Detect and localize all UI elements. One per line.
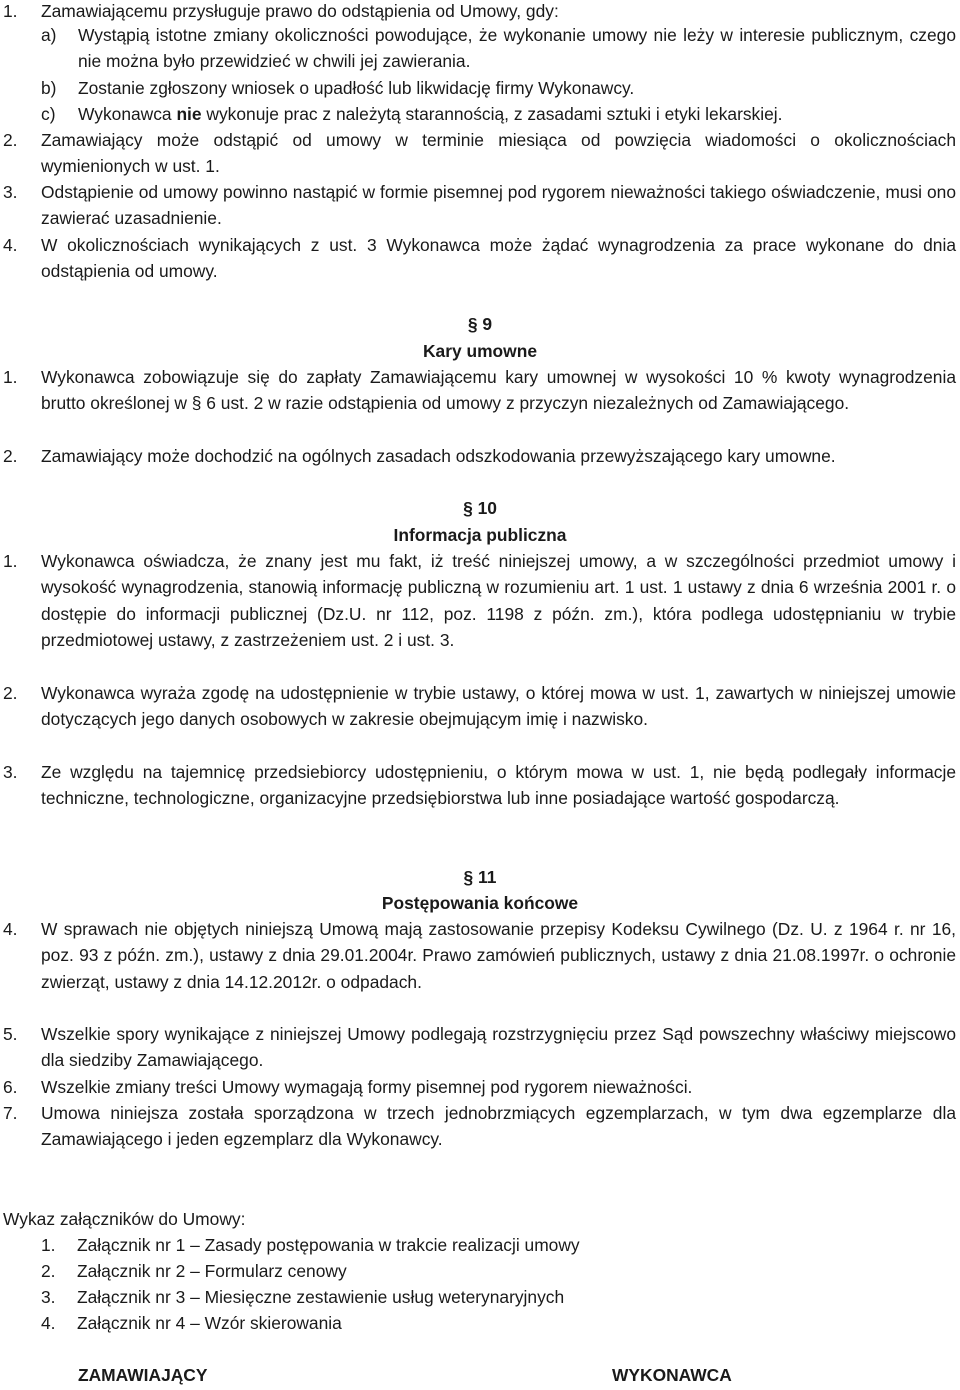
attachment-number: 1. <box>41 1235 56 1255</box>
subitem-text-start: Wykonawca <box>78 104 172 124</box>
item-number: 4. <box>3 235 18 255</box>
section-title: Informacja publiczna <box>393 525 567 545</box>
attachments-heading: Wykaz załączników do Umowy: <box>3 1209 246 1229</box>
attachment-text: Załącznik nr 3 – Miesięczne zestawienie usług weterynaryjnych <box>77 1287 565 1307</box>
item-number: 1. <box>3 551 18 571</box>
item-text: Zamawiający może dochodzić na ogólnych zasadach odszkodowania przewyższającego kary umowne. <box>41 446 836 466</box>
section-heading: § 11 <box>463 867 497 887</box>
item-number: 5. <box>3 1024 18 1044</box>
item-text: Zamawiający może odstąpić od umowy w terminie miesiąca od powzięcia wiadomości o okolicznościach wymienionych w ust. 1. <box>41 130 956 177</box>
attachment-item <box>41 1284 564 1310</box>
item-number: 3. <box>3 182 18 202</box>
paragraph-item <box>3 232 956 285</box>
subitem-text: Zostanie zgłoszony wniosek o upadłość lub likwidację firmy Wykonawcy. <box>78 78 635 98</box>
attachment-text: Załącznik nr 4 – Wzór skierowania <box>77 1313 342 1333</box>
attachment-item <box>41 1232 580 1258</box>
attachment-item <box>41 1258 347 1284</box>
item-number: 2. <box>3 130 18 150</box>
item-text: Wykonawca oświadcza, że znany jest mu fakt, iż treść niniejszej umowy, a w szczególności przedmiot umowy i wysokość wynagrodzenia, stanowią informację publiczną w rozumieniu art. 1 ust. 1 ustawy z dnia 6 września 2001 r. o dostępie do informacji publicznej (Dz.U. nr 112, poz. 1198 z późn. zm.), która podlega udostępnianiu w trybie przedmiotowej ustawy, z zastrzeżeniem ust. 2 i ust. 3. <box>41 551 956 650</box>
paragraph-item <box>3 1074 956 1100</box>
item-text: Umowa niniejsza została sporządzona w trzech jednobrzmiących egzemplarzach, w tym dwa egzemplarze dla Zamawiającego i jeden egzemplarz dla Wykonawcy. <box>41 1103 956 1150</box>
subitem <box>41 75 956 101</box>
item-text: Wykonawca wyraża zgodę na udostępnienie w trybie ustawy, o której mowa w ust. 1, zawartych w niniejszej umowie dotyczących jego danych osobowych w zakresie obejmującym imię i nazwisko. <box>41 683 956 730</box>
item-text: W okolicznościach wynikających z ust. 3 Wykonawca może żądać wynagrodzenia za prace wykonane do dnia odstąpienia od umowy. <box>41 235 956 282</box>
paragraph-item <box>3 1021 956 1074</box>
item-number: 2. <box>3 446 18 466</box>
paragraph-item <box>3 916 956 995</box>
section-heading: § 10 <box>463 498 497 518</box>
paragraph-item <box>3 1100 956 1153</box>
paragraph-item <box>3 179 956 232</box>
item-number: 1. <box>3 1 18 21</box>
subitem-letter: a) <box>41 25 57 45</box>
attachment-text: Załącznik nr 1 – Zasady postępowania w trakcie realizacji umowy <box>77 1235 580 1255</box>
item-text: Zamawiającemu przysługuje prawo do odstąpienia od Umowy, gdy: <box>41 1 559 21</box>
item-text: Wykonawca zobowiązuje się do zapłaty Zamawiającemu kary umownej w wysokości 10 % kwoty wynagrodzenia brutto określonej w § 6 ust. 2 w razie odstąpienia od umowy z przyczyn niezależnych od Zamawiającego. <box>41 367 956 414</box>
paragraph-item <box>3 364 956 417</box>
attachment-item <box>41 1310 342 1336</box>
item-number: 2. <box>3 683 18 703</box>
paragraph-item <box>3 680 956 733</box>
paragraph-item <box>3 0 956 24</box>
attachment-text: Załącznik nr 2 – Formularz cenowy <box>77 1261 347 1281</box>
section-title: Kary umowne <box>422 341 538 361</box>
subitem-text-end: wykonuje prac z należytą starannością, z zasadami sztuki i etyki lekarskiej. <box>206 104 783 124</box>
item-text: Wszelkie zmiany treści Umowy wymagają formy pisemnej pod rygorem nieważności. <box>41 1077 693 1097</box>
subitem-emphasis: nie <box>176 104 202 124</box>
attachment-number: 3. <box>41 1287 56 1307</box>
signature-client: ZAMAWIAJĄCY <box>78 1365 208 1385</box>
paragraph-item <box>3 759 956 812</box>
subitem-text <box>78 101 956 127</box>
item-number: 1. <box>3 367 18 387</box>
section-title: Postępowania końcowe <box>381 893 579 913</box>
signature-contractor: WYKONAWCA <box>612 1365 732 1385</box>
item-text: W sprawach nie objętych niniejszą Umową mają zastosowanie przepisy Kodeksu Cywilnego (Dz. U. z 1964 r. nr 16, poz. 93 z późn. zm.), ustawy z dnia 29.01.2004r. Prawo zamówień publicznych, ustawy z dnia 21.08.1997r. o ochronie zwierząt, ustawy z dnia 14.12.2012r. o odpadach. <box>41 919 956 992</box>
attachment-number: 2. <box>41 1261 56 1281</box>
paragraph-item <box>3 548 956 653</box>
item-text: Wszelkie spory wynikające z niniejszej Umowy podlegają rozstrzygnięciu przez Sąd powszechny właściwy miejscowo dla siedziby Zamawiającego. <box>41 1024 956 1071</box>
item-number: 4. <box>3 919 18 939</box>
attachment-number: 4. <box>41 1313 56 1333</box>
item-text: Ze względu na tajemnicę przedsiebiorcy udostępnieniu, o którym mowa w ust. 1, nie będą podlegały informacje techniczne, technologiczne, organizacyjne przedsiębiorstwa lub inne posiadające wartość gospodarczą. <box>41 762 956 809</box>
item-number: 6. <box>3 1077 18 1097</box>
subitem-text: Wystąpią istotne zmiany okoliczności powodujące, że wykonanie umowy nie leży w interesie publicznym, czego nie można było przewidzieć w chwili jej zawierania. <box>78 25 956 72</box>
subitem <box>41 101 956 127</box>
subitem-letter: c) <box>41 104 56 124</box>
paragraph-item <box>3 127 956 180</box>
item-text: Odstąpienie od umowy powinno nastąpić w formie pisemnej pod rygorem nieważności takiego oświadczenie, musi ono zawierać uzasadnienie. <box>41 182 956 229</box>
subitem-letter: b) <box>41 78 57 98</box>
item-number: 7. <box>3 1103 18 1123</box>
item-number: 3. <box>3 762 18 782</box>
subitem <box>41 22 956 75</box>
paragraph-item <box>3 443 956 469</box>
section-heading: § 9 <box>467 314 493 334</box>
